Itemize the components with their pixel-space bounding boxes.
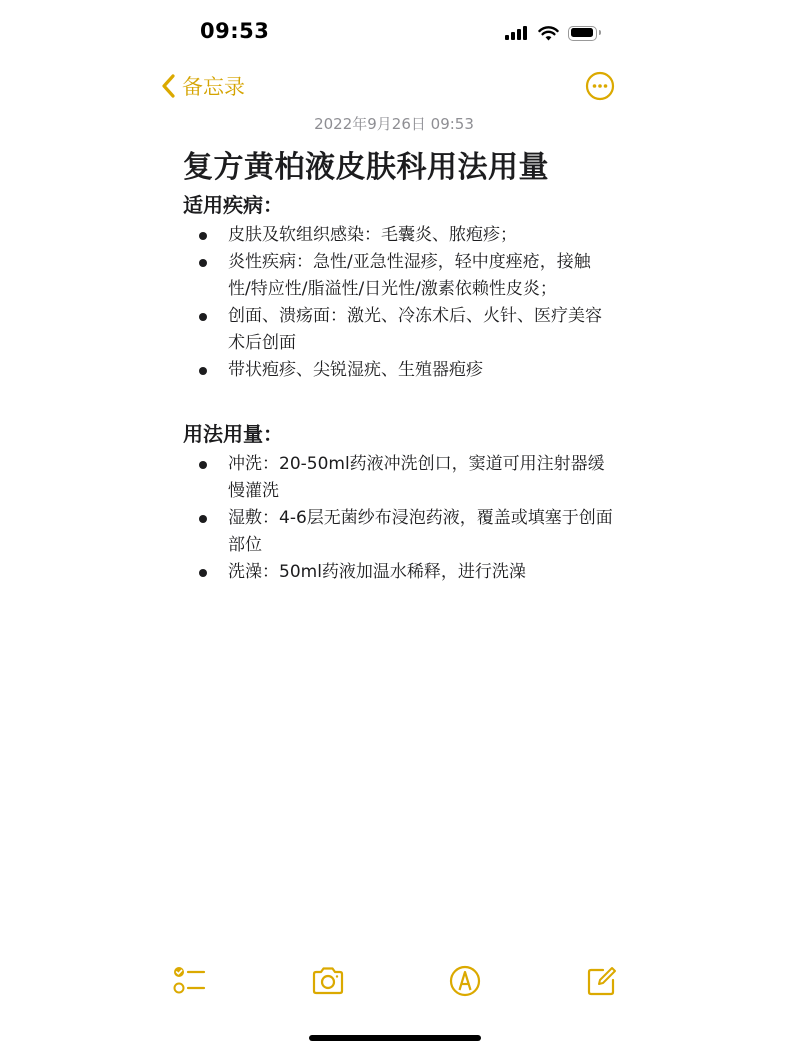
note-date: 2022年9月26日 09:53	[314, 115, 474, 133]
bullet-icon	[199, 259, 207, 267]
list-item[interactable]	[183, 505, 613, 559]
bullet-icon	[199, 313, 207, 321]
chevron-left-icon	[160, 73, 176, 99]
list-item-text: 冲洗：20-50ml药液冲洗创口，窦道可用注射器缓慢灌洗	[228, 454, 605, 501]
status-bar	[0, 0, 788, 62]
list-item-text: 带状疱疹、尖锐湿疣、生殖器疱疹	[228, 360, 483, 380]
list-item-text: 创面、溃疡面：激光、冷冻术后、火针、医疗美容术后创面	[228, 306, 602, 353]
status-icons	[505, 22, 597, 44]
home-indicator[interactable]	[309, 1035, 481, 1041]
status-time: 09:53	[200, 19, 270, 43]
more-options-icon[interactable]	[585, 71, 615, 101]
list-item-text: 湿敷：4-6层无菌纱布浸泡药液，覆盖或填塞于创面部位	[228, 508, 613, 555]
wifi-icon	[538, 26, 559, 41]
section-heading[interactable]: 用法用量：	[183, 422, 283, 446]
cellular-signal-icon	[505, 26, 527, 40]
list-item[interactable]	[183, 249, 613, 303]
indications-list	[183, 222, 613, 384]
list-item[interactable]	[183, 357, 613, 384]
markup-icon[interactable]	[447, 963, 483, 999]
list-item[interactable]	[183, 222, 613, 249]
list-item[interactable]	[183, 451, 613, 505]
list-item[interactable]	[183, 303, 613, 357]
camera-icon[interactable]	[310, 963, 346, 999]
bullet-icon	[199, 461, 207, 469]
back-button-label: 备忘录	[182, 75, 245, 99]
bullet-icon	[199, 569, 207, 577]
battery-icon	[568, 26, 597, 41]
bullet-icon	[199, 367, 207, 375]
list-item[interactable]	[183, 559, 613, 586]
bullet-icon	[199, 515, 207, 523]
note-title[interactable]: 复方黄柏液皮肤科用法用量	[183, 150, 549, 185]
list-item-text: 炎性疾病：急性/亚急性湿疹，轻中度痤疮，接触性/特应性/脂溢性/日光性/激素依赖性皮炎；	[228, 252, 591, 299]
list-item-text: 皮肤及软组织感染：毛囊炎、脓疱疹；	[228, 225, 517, 245]
bullet-icon	[199, 232, 207, 240]
checklist-icon[interactable]	[171, 963, 207, 999]
compose-icon[interactable]	[584, 963, 620, 999]
list-item-text: 洗澡：50ml药液加温水稀释，进行洗澡	[228, 562, 526, 582]
usage-list	[183, 451, 613, 586]
section-heading[interactable]: 适用疾病：	[183, 193, 283, 217]
back-button[interactable]	[160, 70, 245, 102]
